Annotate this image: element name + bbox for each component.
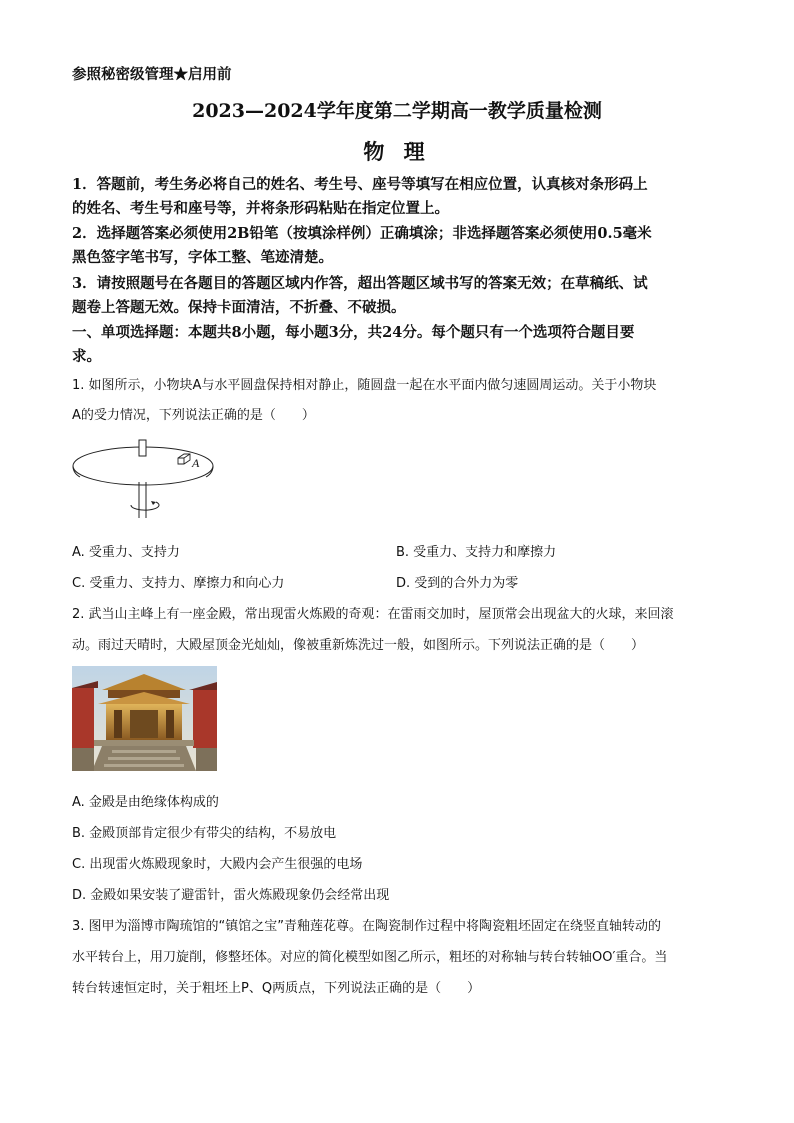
q2-option-c: C. 出现雷火炼殿现象时，大殿内会产生很强的电场 bbox=[72, 857, 363, 872]
q3-stem-line-2: 水平转台上，用刀旋削，修整坯体。对应的简化模型如图乙所示，粗坯的对称轴与转台转轴OO′重合。当 bbox=[72, 950, 668, 965]
note-2-line-2: 黑色签字笔书写，字体工整、笔迹清楚。 bbox=[72, 249, 333, 266]
q3-stem-line-1: 3. 图甲为淄博市陶琉馆的“镇馆之宝”青釉莲花尊。在陶瓷制作过程中将陶瓷粗坯固定在绕竖直轴转动的 bbox=[72, 919, 662, 934]
note-1-line-1: 1．答题前，考生务必将自己的姓名、考生号、座号等填写在相应位置，认真核对条形码上 bbox=[72, 176, 648, 193]
note-3-line-1: 3．请按照题号在各题目的答题区域内作答，超出答题区域书写的答案无效；在草稿纸、试 bbox=[72, 275, 648, 292]
q1-option-d: D. 受到的合外力为零 bbox=[396, 576, 519, 591]
q1-option-c: C. 受重力、支持力、摩擦力和向心力 bbox=[72, 576, 285, 591]
note-2-line-1: 2．选择题答案必须使用2B铅笔（按填涂样例）正确填涂；非选择题答案必须使用0.5毫米 bbox=[72, 225, 652, 242]
q2-stem-line-1: 2. 武当山主峰上有一座金殿，常出现雷火炼殿的奇观：在雷雨交加时，屋顶常会出现盆大的火球，来回滚 bbox=[72, 607, 674, 622]
subject-title: 物 理 bbox=[363, 139, 431, 164]
golden-hall-photo bbox=[72, 666, 217, 771]
secret-label: 参照秘密级管理★启用前 bbox=[72, 66, 232, 83]
q2-stem-line-2: 动。雨过天晴时，大殿屋顶金光灿灿，像被重新炼洗过一般，如图所示。下列说法正确的是（ ） bbox=[72, 638, 645, 653]
note-3-line-2: 题卷上答题无效。保持卡面清洁，不折叠、不破损。 bbox=[72, 299, 406, 316]
section-1-heading: 一、单项选择题：本题共8小题，每小题3分，共24分。每个题只有一个选项符合题目要 bbox=[72, 324, 635, 341]
q1-figure-label-a: A bbox=[192, 456, 200, 470]
note-1-line-2: 的姓名、考生号和座号等，并将条形码粘贴在指定位置上。 bbox=[72, 200, 449, 217]
q2-option-d: D. 金殿如果安装了避雷针，雷火炼殿现象仍会经常出现 bbox=[72, 888, 390, 903]
q2-option-b: B. 金殿顶部肯定很少有带尖的结构，不易放电 bbox=[72, 826, 337, 841]
q1-option-a: A. 受重力、支持力 bbox=[72, 545, 180, 560]
q1-option-b: B. 受重力、支持力和摩擦力 bbox=[396, 545, 557, 560]
q1-stem-line-2: A的受力情况，下列说法正确的是（ ） bbox=[72, 408, 315, 423]
q1-turntable-figure bbox=[66, 434, 226, 526]
q2-option-a: A. 金殿是由绝缘体构成的 bbox=[72, 795, 219, 810]
q1-stem-line-1: 1. 如图所示，小物块A与水平圆盘保持相对静止，随圆盘一起在水平面内做匀速圆周运动。关于小物块 bbox=[72, 378, 657, 393]
section-1-heading-cont: 求。 bbox=[72, 348, 101, 365]
q3-stem-line-3: 转台转速恒定时，关于粗坯上P、Q两质点，下列说法正确的是（ ） bbox=[72, 981, 481, 996]
exam-title: 2023—2024学年度第二学期高一教学质量检测 bbox=[192, 100, 602, 122]
